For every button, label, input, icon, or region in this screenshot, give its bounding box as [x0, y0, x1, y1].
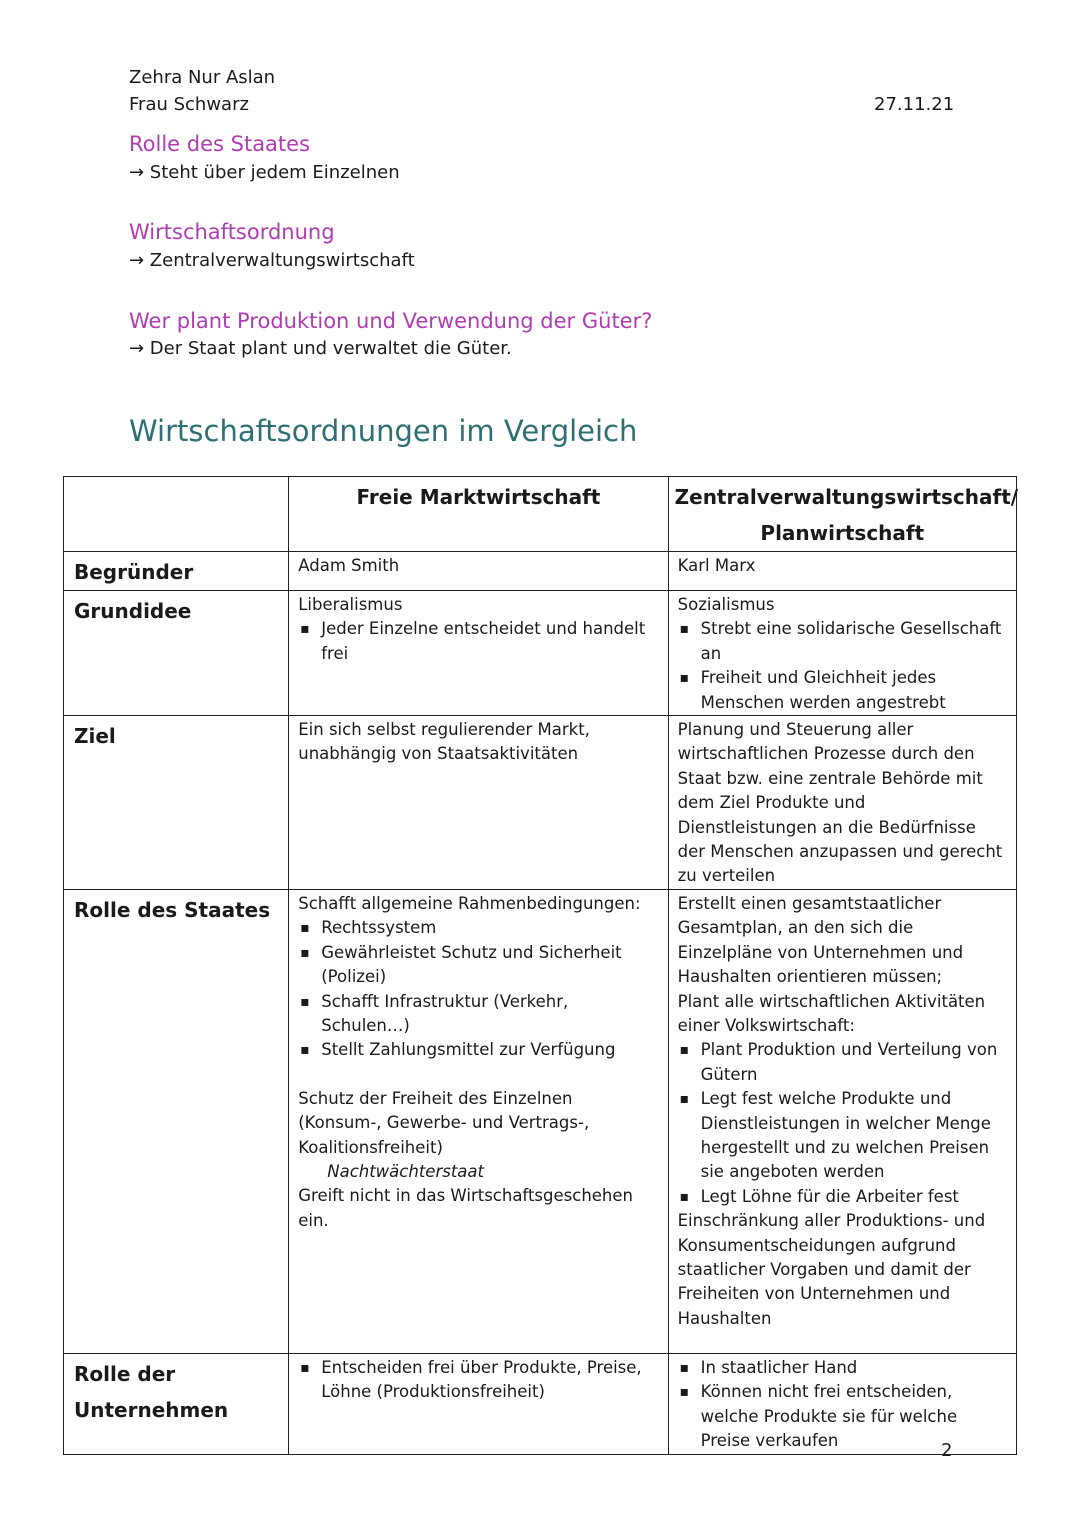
staat-markt-intro: Schafft allgemeine Rahmenbedingungen: — [298, 893, 641, 913]
staat-markt-greift-nicht: Greift nicht in das Wirtschaftsgeschehen ein. — [298, 1186, 633, 1230]
table-row-ziel — [64, 716, 1017, 890]
list-item: ▪ Freiheit und Gleichheit jedes Menschen werden angestrebt — [678, 666, 1008, 715]
grundidee-plan-list — [678, 617, 1008, 715]
cell-unternehmen-markt — [289, 1353, 668, 1454]
cell-staat-markt — [289, 889, 668, 1353]
table-row-rolle-der-unternehmen — [64, 1353, 1017, 1454]
col-header-planwirtschaft-line1: Zentralverwaltungswirtschaft/ — [674, 485, 1019, 509]
grundidee-markt-list — [298, 617, 659, 666]
list-item: ▪ Jeder Einzelne entscheidet und handelt frei — [298, 617, 659, 666]
grundidee-markt-text: Liberalismus — [298, 595, 403, 614]
list-item: ▪ Rechtssystem — [298, 916, 659, 940]
list-item: ▪ Strebt eine solidarische Gesellschaft an — [678, 617, 1008, 666]
row-label-unternehmen-line2: Unternehmen — [74, 1397, 229, 1422]
list-item: ▪ In staatlicher Hand — [678, 1356, 1008, 1380]
cell-begruender-markt: Adam Smith — [289, 552, 668, 591]
col-header-marktwirtschaft: Freie Marktwirtschaft — [289, 477, 668, 552]
answer-wirtschaftsordnung: → Zentralverwaltungswirtschaft — [129, 250, 415, 271]
row-label-grundidee: Grundidee — [64, 591, 289, 716]
staat-plan-list — [678, 1038, 1008, 1209]
cell-ziel-markt: Ein sich selbst regulierender Markt, unabhängig von Staatsaktivitäten — [289, 716, 668, 890]
row-label-rolle-der-unternehmen — [64, 1353, 289, 1454]
cell-grundidee-plan — [668, 591, 1016, 716]
row-label-rolle-des-staates: Rolle des Staates — [64, 889, 289, 1353]
cell-unternehmen-plan — [668, 1353, 1016, 1454]
section-title: Wirtschaftsordnungen im Vergleich — [129, 414, 638, 448]
cell-grundidee-markt — [289, 591, 668, 716]
cell-begruender-plan: Karl Marx — [668, 552, 1016, 591]
empty-corner-cell — [64, 477, 289, 552]
table-row-grundidee — [64, 591, 1017, 716]
list-item: ▪ Gewährleistet Schutz und Sicherheit (Polizei) — [298, 941, 659, 990]
staat-plan-aktivitaeten: Plant alle wirtschaftlichen Aktivitäten einer Volkswirtschaft: — [677, 991, 986, 1035]
unternehmen-markt-list — [298, 1356, 659, 1405]
unternehmen-plan-list — [678, 1356, 1008, 1454]
question-wer-plant: Wer plant Produktion und Verwendung der Güter? — [129, 309, 653, 333]
teacher-name: Frau Schwarz — [129, 94, 249, 115]
staat-plan-gesamtplan: Erstellt einen gesamtstaatlicher Gesamtplan, an den sich die Einzelpläne von Unternehmen und Haushalten orientieren müssen; — [677, 893, 964, 987]
table-header-row — [64, 477, 1017, 552]
list-item: ▪ Können nicht frei entscheiden, welche Produkte sie für welche Preise verkaufen — [678, 1380, 1008, 1453]
date: 27.11.21 — [874, 94, 955, 115]
cell-staat-plan — [668, 889, 1016, 1353]
row-label-unternehmen-line1: Rolle der — [74, 1361, 176, 1386]
table-row-begruender — [64, 552, 1017, 591]
grundidee-plan-text: Sozialismus — [677, 595, 775, 614]
author-name: Zehra Nur Aslan — [129, 67, 276, 88]
staat-markt-nachtwaechterstaat: Nachtwächterstaat — [327, 1161, 484, 1181]
list-item: ▪ Plant Produktion und Verteilung von Gütern — [678, 1038, 1008, 1087]
list-item: ▪ Legt fest welche Produkte und Dienstleistungen in welcher Menge hergestellt und zu welchen Preisen sie angeboten werden — [678, 1087, 1008, 1185]
comparison-table — [63, 476, 1017, 1455]
row-label-begruender: Begründer — [64, 552, 289, 591]
row-label-ziel: Ziel — [64, 716, 289, 890]
page-number: 2 — [941, 1440, 953, 1461]
answer-wer-plant: → Der Staat plant und verwaltet die Güter. — [129, 338, 512, 359]
staat-markt-list — [298, 916, 659, 1062]
list-item: ▪ Legt Löhne für die Arbeiter fest — [678, 1185, 1008, 1209]
question-rolle-des-staates: Rolle des Staates — [129, 132, 311, 156]
cell-ziel-plan: Planung und Steuerung aller wirtschaftlichen Prozesse durch den Staat bzw. eine zentrale Behörde mit dem Ziel Produkte und Dienstleistungen an die Bedürfnisse der Menschen anzupassen und gerecht zu verteilen — [668, 716, 1016, 890]
col-header-planwirtschaft-line2: Planwirtschaft — [760, 521, 925, 545]
staat-markt-freiheit: Schutz der Freiheit des Einzelnen (Konsum-, Gewerbe- und Vertrags-, Koalitionsfreiheit) — [298, 1088, 590, 1157]
list-item: ▪ Stellt Zahlungsmittel zur Verfügung — [298, 1038, 659, 1062]
list-item: ▪ Schafft Infrastruktur (Verkehr, Schulen…) — [298, 990, 659, 1039]
list-item: ▪ Entscheiden frei über Produkte, Preise, Löhne (Produktionsfreiheit) — [298, 1356, 659, 1405]
col-header-planwirtschaft — [668, 477, 1019, 552]
staat-plan-einschraenkung: Einschränkung aller Produktions- und Konsumentscheidungen aufgrund staatlicher Vorgaben und damit der Freiheiten von Unternehmen und Haushalten — [677, 1211, 986, 1328]
question-wirtschaftsordnung: Wirtschaftsordnung — [129, 220, 335, 244]
answer-rolle-des-staates: → Steht über jedem Einzelnen — [129, 162, 400, 183]
table-row-rolle-des-staates — [64, 889, 1017, 1353]
